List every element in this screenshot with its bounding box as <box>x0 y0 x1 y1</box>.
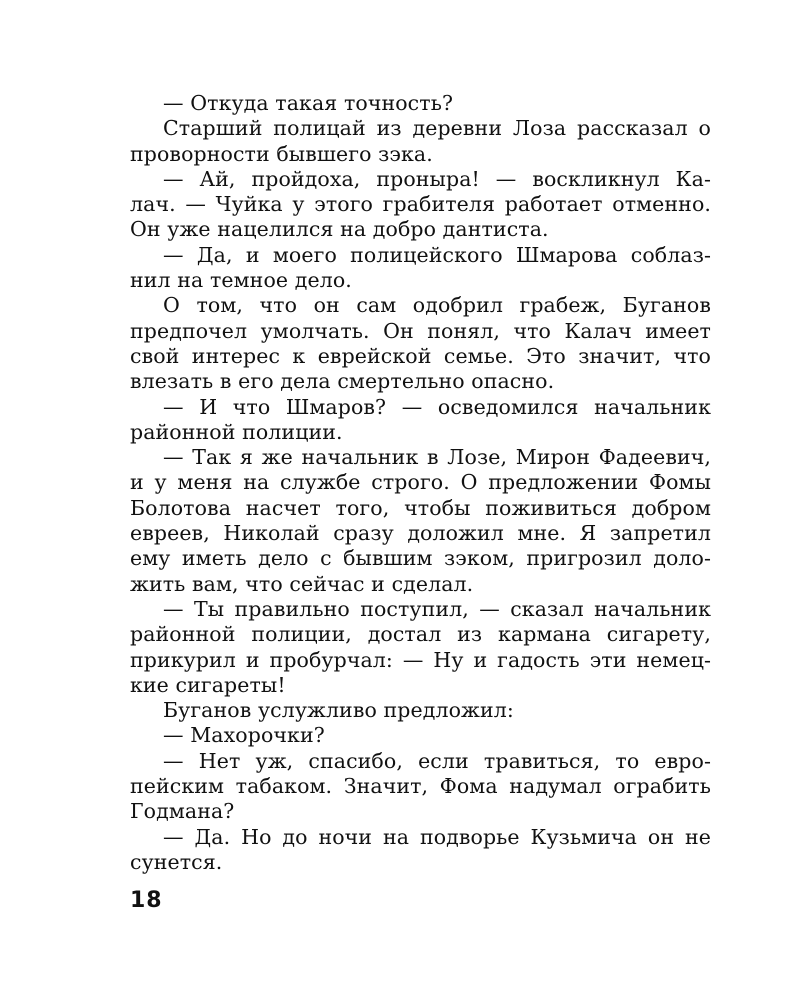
text-line: свой интерес к еврейской семье. Это значит, что <box>130 343 711 368</box>
text-line: предпочел умолчать. Он понял, что Калач имеет <box>130 318 711 343</box>
text-line: евреев, Николай сразу доложил мне. Я запретил <box>130 521 711 546</box>
paragraph-first-line: — Нет уж, спасибо, если травиться, то евро- <box>163 748 711 773</box>
text-line: влезать в его дела смертельно опасно. <box>130 369 555 394</box>
text-line: районной полиции, достал из кармана сигарету, <box>130 622 711 647</box>
text-line: лач. — Чуйка у этого грабителя работает отменно. <box>130 192 711 217</box>
text-line: ему иметь дело с бывшим зэком, пригрозил доло- <box>130 546 711 571</box>
text-line: кие сигареты! <box>130 672 286 697</box>
paragraph-first-line: — Да. Но до ночи на подворье Кузьмича он не <box>163 824 711 849</box>
paragraph-first-line: — Так я же начальник в Лозе, Мирон Фадеевич, <box>163 445 711 470</box>
paragraph-first-line: Буганов услужливо предложил: <box>163 698 514 723</box>
paragraph-first-line: — Махорочки? <box>163 723 325 748</box>
text-line: жить вам, что сейчас и сделал. <box>130 571 474 596</box>
paragraph-first-line: — Ай, пройдоха, проныра! — воскликнул Ка- <box>163 166 711 191</box>
text-line: Он уже нацелился на добро дантиста. <box>130 217 549 242</box>
text-line: Годмана? <box>130 799 235 824</box>
paragraph-first-line: — И что Шмаров? — осведомился начальник <box>163 394 711 419</box>
text-line: районной полиции. <box>130 419 343 444</box>
text-line: Болотова насчет того, чтобы поживиться добром <box>130 495 711 520</box>
text-line: прикурил и пробурчал: — Ну и гадость эти немец- <box>130 647 711 672</box>
paragraph-first-line: — Да, и моего полицейского Шмарова соблаз- <box>163 242 711 267</box>
paragraph-first-line: Старший полицай из деревни Лоза рассказал о <box>163 116 711 141</box>
text-line: и у меня на службе строго. О предложении Фомы <box>130 470 711 495</box>
page-number: 18 <box>130 888 163 913</box>
text-line: нил на темное дело. <box>130 268 352 293</box>
paragraph-first-line: — Ты правильно поступил, — сказал начальник <box>163 596 711 621</box>
text-line: пейским табаком. Значит, Фома надумал ограбить <box>130 774 711 799</box>
text-line: проворности бывшего зэка. <box>130 141 433 166</box>
text-line: сунется. <box>130 849 223 874</box>
paragraph-first-line: — Откуда такая точность? <box>163 91 454 115</box>
paragraph-first-line: О том, что он сам одобрил грабеж, Буганов <box>163 293 711 318</box>
body-text <box>130 91 711 875</box>
